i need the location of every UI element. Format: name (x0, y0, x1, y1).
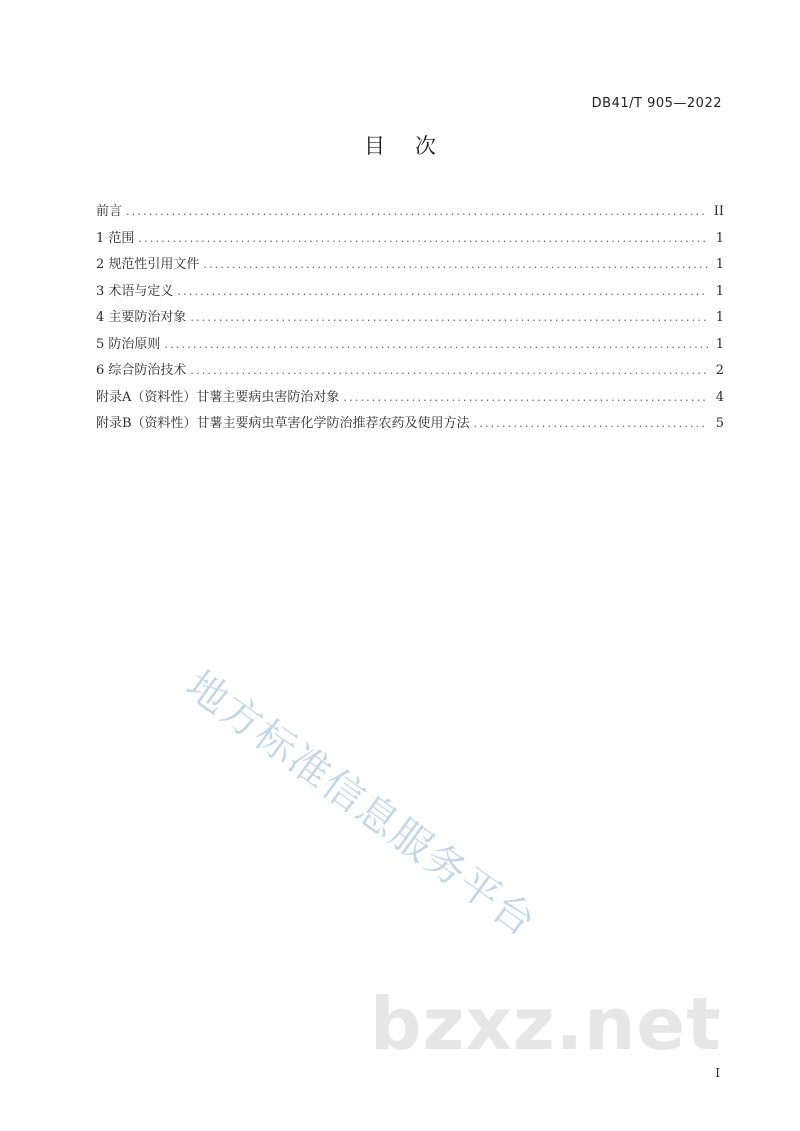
toc-leader-dots (190, 361, 708, 381)
toc-entry-page: 1 (715, 283, 724, 299)
toc-leader-dots (474, 414, 708, 434)
toc-entry-integrated-control[interactable] (96, 361, 724, 388)
toc-entry-page: 1 (715, 230, 724, 246)
toc-entry-label: 4 主要防治对象 (96, 310, 187, 325)
toc-entry-page: 1 (715, 257, 724, 272)
page-number: I (715, 1066, 720, 1080)
toc-leader-dots (164, 335, 708, 355)
toc-entry-label: 3 术语与定义 (96, 283, 174, 299)
toc-entry-label: 前言 (96, 204, 123, 219)
toc-entry-principles[interactable] (96, 335, 724, 362)
toc-entry-terms-definitions[interactable] (96, 282, 724, 309)
toc-entry-normative-references[interactable] (96, 255, 724, 282)
toc-entry-appendix-b[interactable] (96, 414, 724, 441)
toc-entry-page: 2 (715, 363, 724, 378)
toc-entry-page: II (713, 204, 724, 219)
toc-entry-label: 1 范围 (96, 230, 135, 246)
toc-leader-dots (343, 388, 708, 408)
toc-entry-page: 1 (715, 336, 724, 352)
toc-entry-page: 5 (715, 416, 724, 431)
document-code: DB41/T 905—2022 (591, 96, 722, 111)
toc-entry-label: 5 防治原则 (96, 336, 161, 352)
table-of-contents (96, 202, 724, 441)
toc-leader-dots (177, 282, 708, 302)
toc-leader-dots (203, 255, 708, 275)
page-title: 目次 (364, 134, 466, 158)
watermark-text: 地方标准信息服务平台 (177, 662, 545, 947)
toc-entry-preface[interactable] (96, 202, 724, 229)
toc-entry-label: 附录B（资料性）甘薯主要病虫草害化学防治推荐农药及使用方法 (96, 416, 470, 431)
toc-entry-scope[interactable] (96, 229, 724, 256)
toc-leader-dots (126, 202, 708, 222)
toc-entry-main-targets[interactable] (96, 308, 724, 335)
toc-leader-dots (138, 229, 708, 249)
toc-entry-page: 4 (715, 389, 724, 405)
site-watermark: bzxz.net (370, 982, 722, 1066)
toc-entry-label: 附录A（资料性）甘薯主要病虫害防治对象 (96, 389, 340, 405)
toc-entry-label: 2 规范性引用文件 (96, 257, 200, 272)
toc-entry-appendix-a[interactable] (96, 388, 724, 415)
toc-entry-label: 6 综合防治技术 (96, 363, 187, 378)
toc-entry-page: 1 (715, 310, 724, 325)
toc-leader-dots (190, 308, 708, 328)
